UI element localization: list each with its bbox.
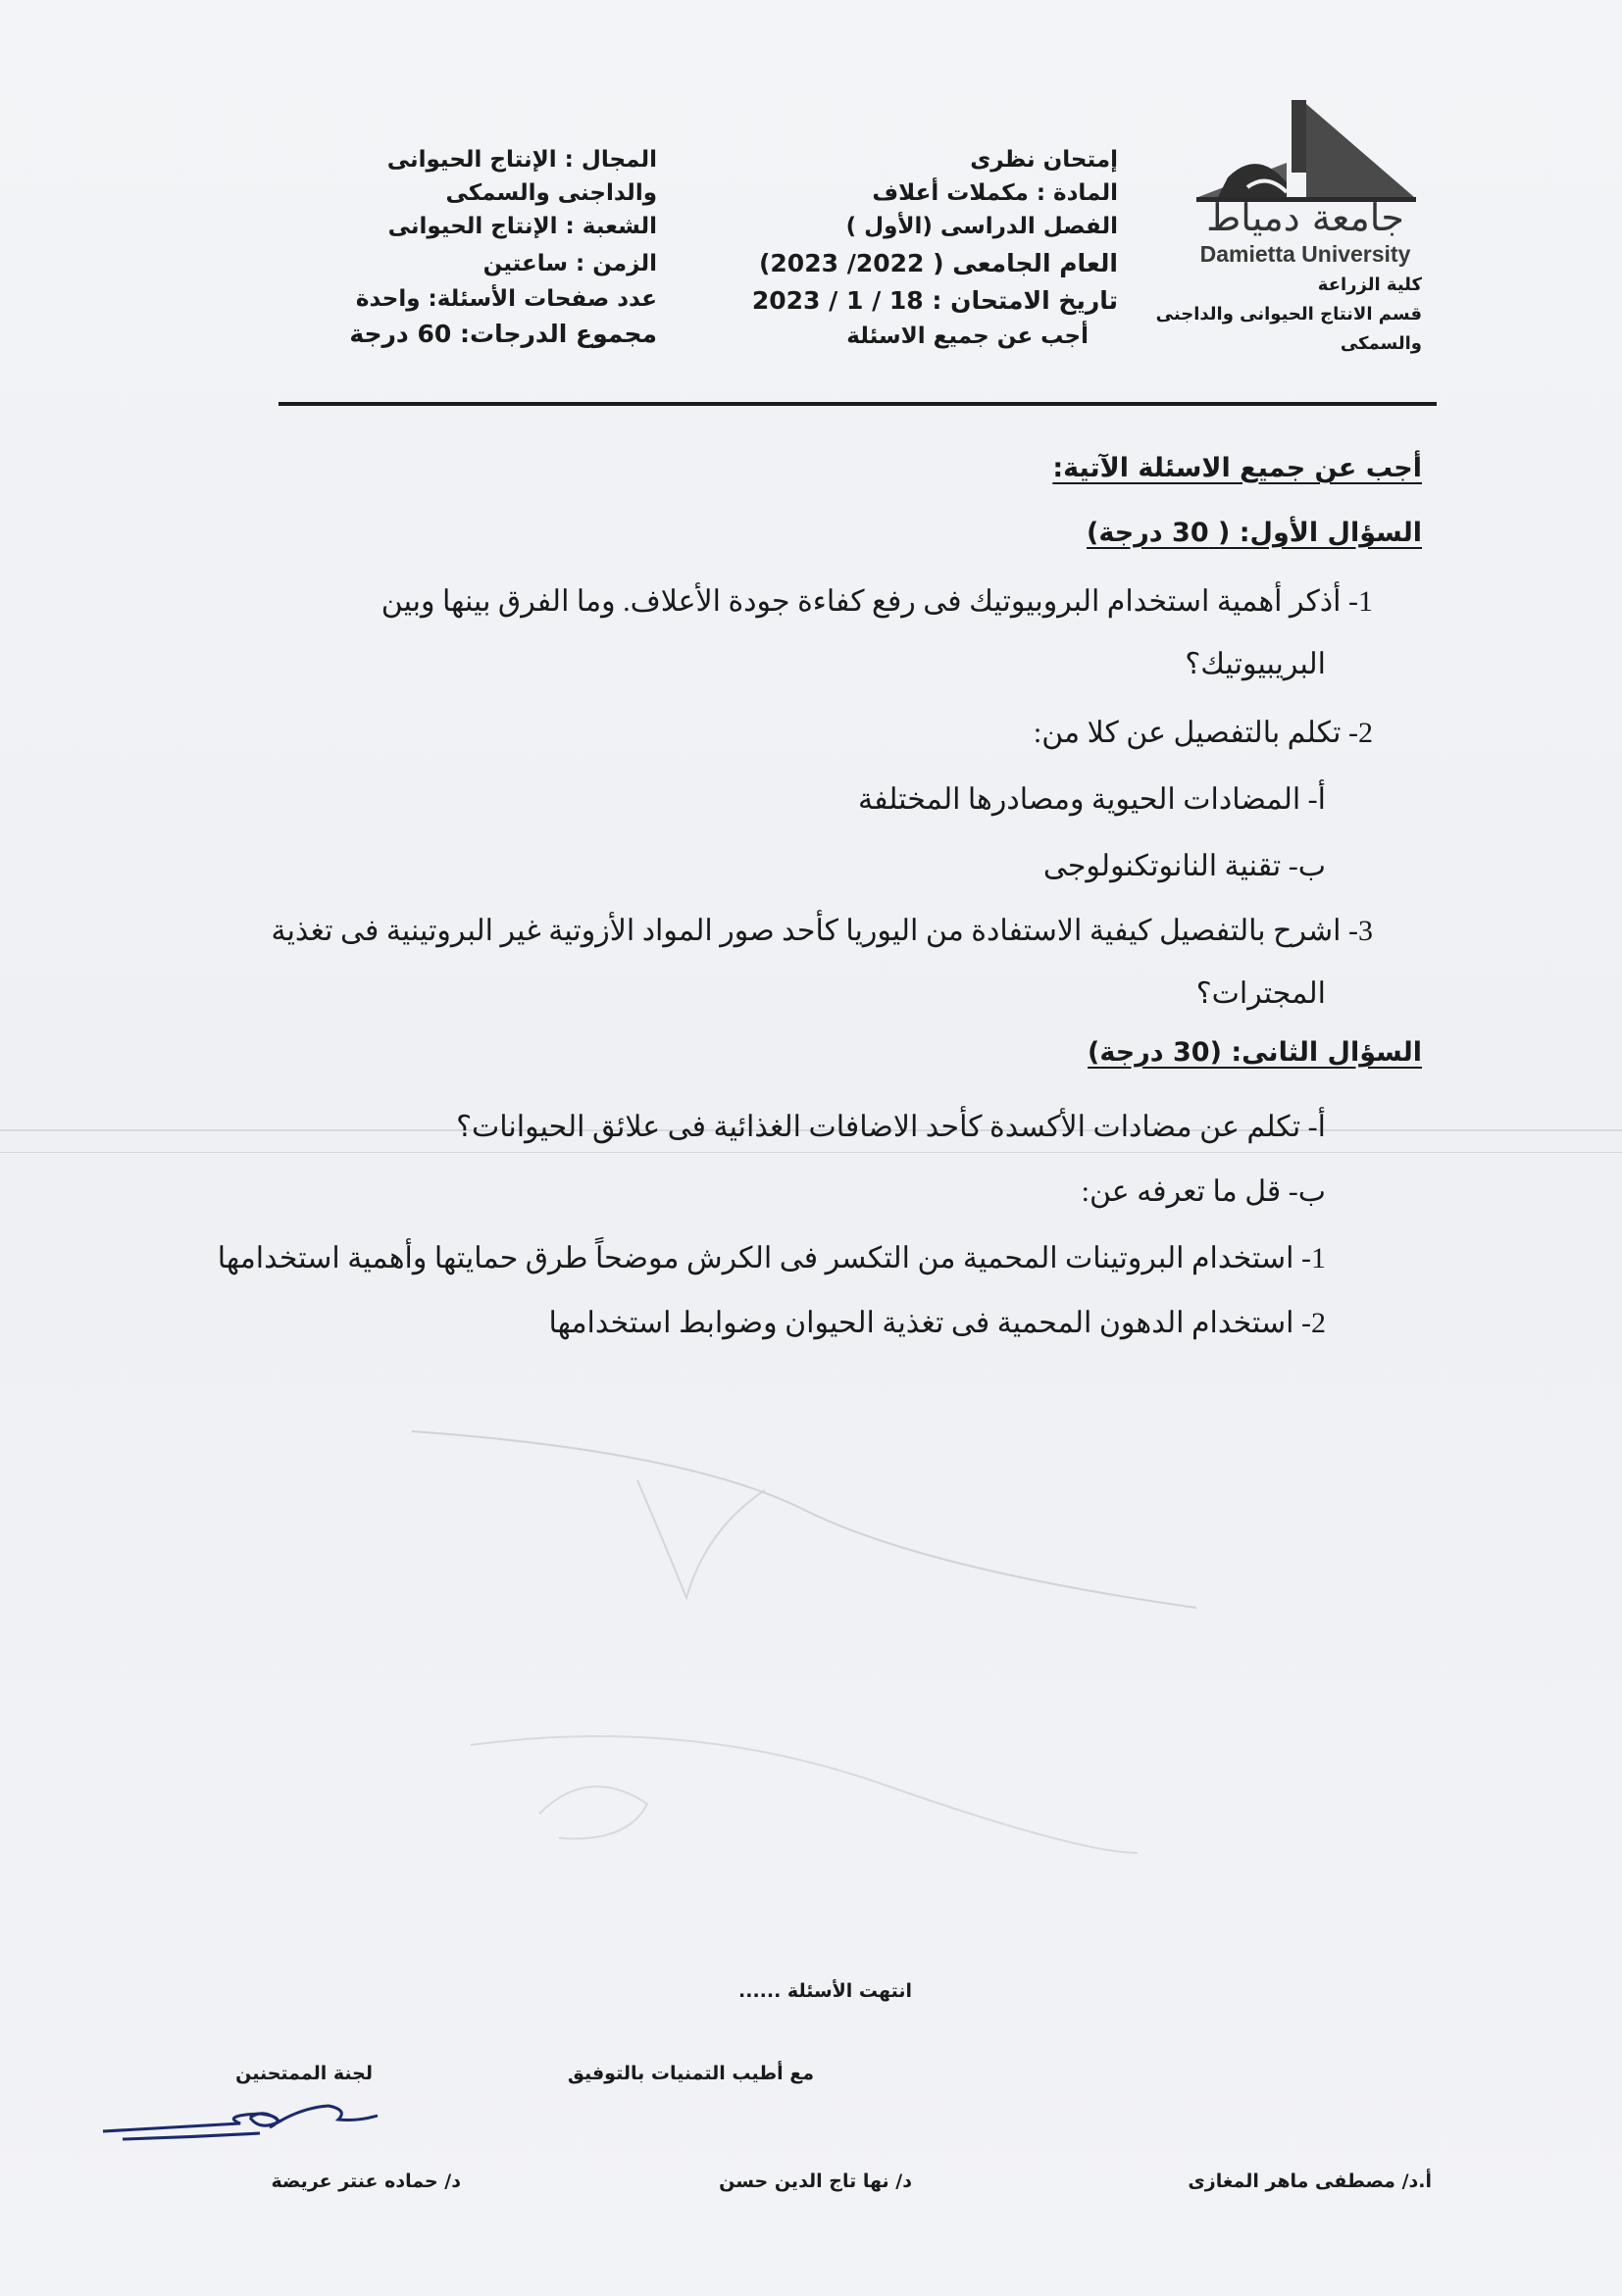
handwritten-signature [93,2088,407,2157]
faculty-name: كلية الزراعة [1317,275,1422,295]
exam-year: العام الجامعى ( 2022/ 2023) [758,249,1118,277]
university-name-ar: جامعة دمياط [1206,196,1404,239]
best-wishes: مع أطيب التمنيات بالتوفيق [567,2063,814,2084]
q2-item-b2: 2- استخدام الدهون المحمية فى تغذية الحيوان وضوابط استخدامها [548,1307,1326,1339]
exam-time: الزمن : ساعتين [482,251,657,276]
q2-item-b1: 1- استخدام البروتينات المحمية من التكسر فى الكرش موضحاً طرق حمايتها وأهمية استخدامها [217,1242,1326,1274]
paper-fold-2 [0,1152,1622,1153]
pages-count: عدد صفحات الأسئلة: واحدة [355,286,657,312]
examiner-3: د/ حماده عنتر عريضة [271,2171,461,2192]
q2-item-a: أ- تكلم عن مضادات الأكسدة كأحد الاضافات الغذائية فى علائق الحيوانات؟ [456,1111,1326,1143]
q1-item3-line2: المجترات؟ [1195,977,1326,1010]
q1-item1-line2: البريبيوتيك؟ [1185,648,1326,680]
examiner-1: أ.د/ مصطفى ماهر المغازى [1188,2171,1432,2192]
exam-date: تاريخ الامتحان : 18 / 1 / 2023 [751,286,1118,315]
q2-heading: السؤال الثانى: (30 درجة) [1088,1037,1422,1068]
q1-item2: 2- تكلم بالتفصيل عن كلا من: [1033,717,1373,749]
field-line1: المجال : الإنتاج الحيوانى [386,147,657,173]
exam-instruction: أجب عن جميع الاسئلة [846,324,1089,349]
q1-item3-line1: 3- اشرح بالتفصيل كيفية الاستفادة من اليوريا كأحد صور المواد الأزوتية غير البروتينية فى تغذية [271,915,1373,947]
exam-semester: الفصل الدراسى (الأول ) [845,214,1118,239]
total-marks: مجموع الدرجات: 60 درجة [349,320,657,348]
end-of-questions: انتهت الأسئلة ...... [738,1980,912,2002]
faint-signature-mark [392,1392,1226,1863]
university-name-en: Damietta University [1199,241,1411,267]
q1-item2-a: أ- المضادات الحيوية ومصادرها المختلفة [857,783,1326,816]
department-line2: والسمكى [1340,333,1422,354]
exam-subject: المادة : مكملات أعلاف [872,180,1118,206]
q1-heading: السؤال الأول: ( 30 درجة) [1087,518,1422,548]
q2-item-b: ب- قل ما تعرفه عن: [1081,1175,1326,1208]
examiners-committee: لجنة الممتحنين [235,2063,373,2084]
q1-item2-b: ب- تقنية النانوتكنولوجى [1042,850,1326,882]
department-line1: قسم الانتاج الحيوانى والداجنى [1155,304,1422,324]
field-line2: والداجنى والسمكى [445,180,657,206]
q1-item1-line1: 1- أذكر أهمية استخدام البروبيوتيك فى رفع كفاءة جودة الأعلاف. وما الفرق بينها وبين [380,585,1373,618]
examiner-2: د/ نها تاج الدين حسن [719,2171,912,2192]
general-instruction: أجب عن جميع الاسئلة الآتية: [1052,453,1422,483]
exam-type: إمتحان نظرى [970,147,1118,173]
division: الشعبة : الإنتاج الحيوانى [387,214,657,239]
header-divider [279,402,1437,406]
